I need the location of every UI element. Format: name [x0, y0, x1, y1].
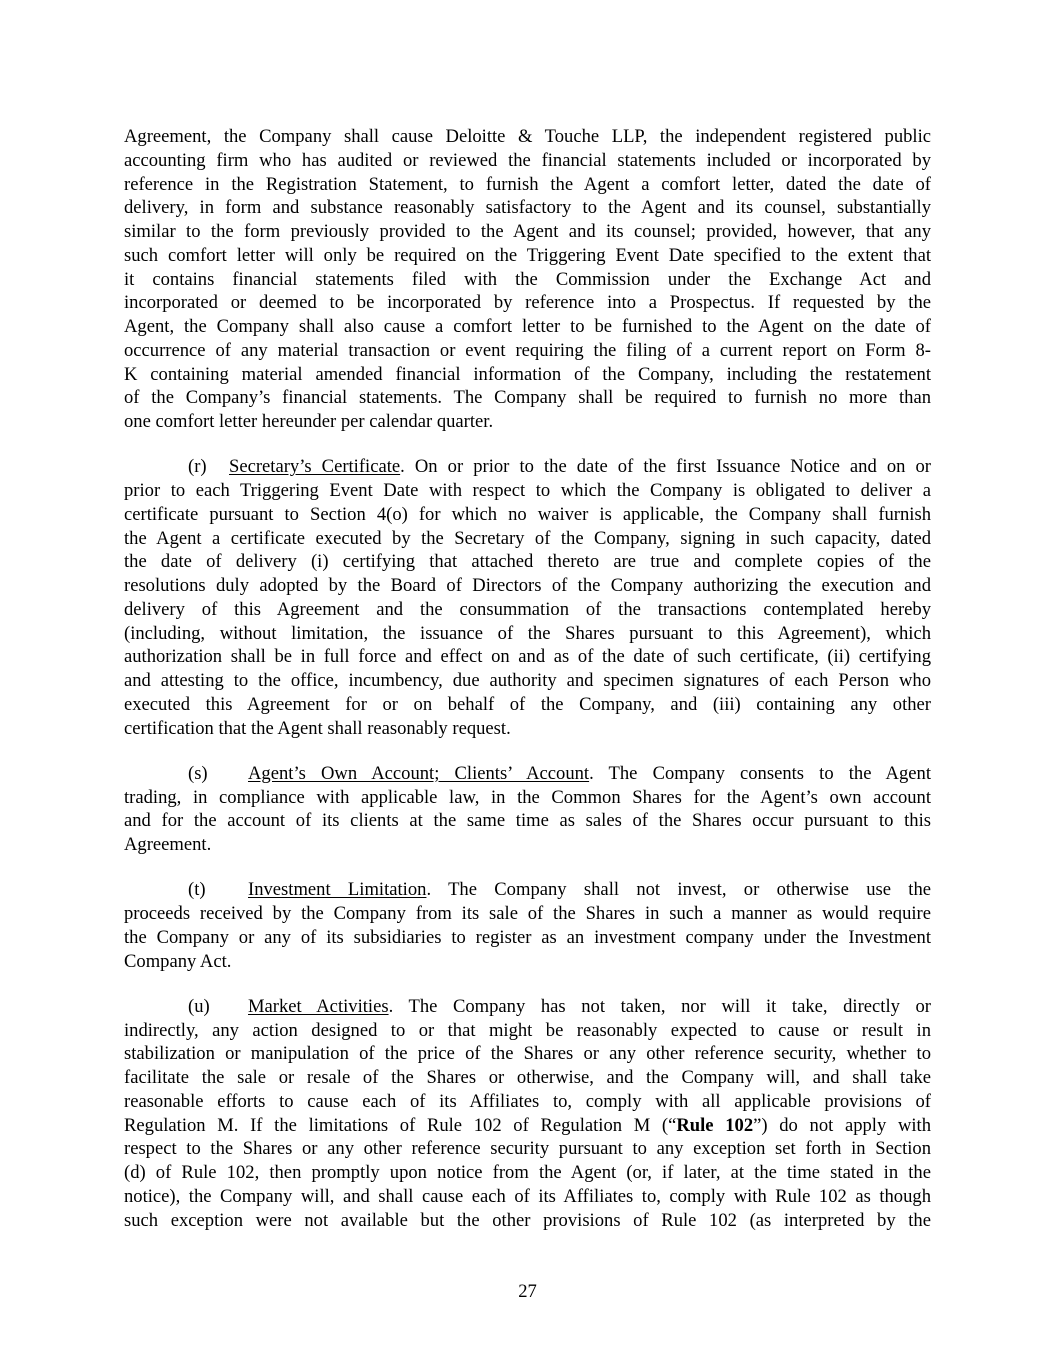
text-line [124, 995, 931, 1019]
text-line [124, 455, 931, 479]
text-line: incorporated or deemed to be incorporated by reference into a Prospectus. If requested by the [124, 292, 931, 314]
text-line: facilitate the sale or resale of the Shares or otherwise, and the Company will, and shall take [124, 1067, 931, 1088]
paragraph-section-t [124, 878, 931, 973]
text-line: prior to each Triggering Event Date with respect to which the Company is obligated to deliver a [124, 480, 931, 501]
text-segment: . The Company has not taken, nor will it take, directly or [388, 995, 931, 1017]
text-line: proceeds received by the Company from its sale of the Shares in such a manner as would require [124, 903, 931, 924]
page-number: 27 [518, 1281, 537, 1302]
text-line [124, 762, 931, 786]
section-label: (r) [188, 456, 207, 478]
text-line: Agreement. [124, 834, 212, 855]
text-line: and for the account of its clients at the same time as sales of the Shares occur pursuant to this [124, 810, 931, 832]
section-label: (u) [188, 995, 210, 1017]
text-line: (d) of Rule 102, then promptly upon notice from the Agent (or, if later, at the time stated in the [124, 1162, 931, 1183]
text-line: executed this Agreement for or on behalf of the Company, and (iii) containing any other [124, 693, 931, 715]
text-line: trading, in compliance with applicable law, in the Common Shares for the Agent’s own account [124, 786, 931, 808]
text-line: the date of delivery (i) certifying that attached thereto are true and complete copies of the [124, 551, 931, 573]
section-heading: Secretary’s Certificate [229, 456, 401, 478]
text-line: indirectly, any action designed to or that might be reasonably expected to cause or result in [124, 1019, 931, 1041]
text-line: it contains financial statements filed with the Commission under the Exchange Act and [124, 268, 931, 290]
text-line: the Company or any of its subsidiaries to register as an investment company under the Investment [124, 926, 931, 948]
document-body [124, 125, 931, 1254]
paragraph-section-s [124, 762, 931, 857]
text-line: of the Company’s financial statements. The Company shall be required to furnish no more than [124, 387, 931, 409]
text-line: the Agent a certificate executed by the Secretary of the Company, signing in such capacity, dated [124, 527, 931, 549]
text-line: and attesting to the office, incumbency, due authority and specimen signatures of each Person who [124, 670, 931, 691]
text-line: authorization shall be in full force and effect on and as of the date of such certificate, (ii) certifying [124, 646, 931, 668]
text-segment: Regulation M. If the limitations of Rule 102 of Regulation M (“ [124, 1114, 677, 1136]
text-line: reference in the Registration Statement, to furnish the Agent a comfort letter, dated the date of [124, 173, 931, 195]
text-line: respect to the Shares or any other reference security pursuant to any exception set forth in Section [124, 1138, 931, 1160]
text-segment: ”) do not apply with [753, 1114, 931, 1136]
text-segment: . The Company consents to the Agent [589, 762, 931, 784]
text-line: certification that the Agent shall reasonably request. [124, 717, 511, 739]
text-line: delivery of this Agreement and the consummation of the transactions contemplated hereby [124, 598, 931, 620]
section-label: (t) [188, 879, 206, 901]
defined-term: Rule 102 [676, 1114, 754, 1136]
text-line: reasonable efforts to cause each of its Affiliates to, comply with all applicable provisions of [124, 1090, 931, 1112]
text-line: stabilization or manipulation of the price of the Shares or any other reference security, whether to [124, 1043, 931, 1065]
text-line [124, 878, 931, 902]
text-line: occurrence of any material transaction or event requiring the filing of a current report on Form 8- [124, 339, 931, 361]
paragraph-section-r [124, 455, 931, 740]
section-heading: Market Activities [248, 995, 389, 1017]
section-heading: Investment Limitation [248, 879, 427, 901]
text-line: one comfort letter hereunder per calendar quarter. [124, 411, 494, 432]
text-line: delivery, in form and substance reasonably satisfactory to the Agent and its counsel, substantially [124, 197, 931, 219]
section-heading: Agent’s Own Account; Clients’ Account [248, 762, 590, 784]
paragraph-continuation [124, 125, 931, 434]
text-line: resolutions duly adopted by the Board of Directors of the Company authorizing the execution and [124, 575, 931, 596]
text-line: K containing material amended financial information of the Company, including the restatement [124, 363, 931, 385]
text-line: notice), the Company will, and shall cause each of its Affiliates to, comply with Rule 102 as though [124, 1185, 931, 1207]
text-line: certificate pursuant to Section 4(o) for which no waiver is applicable, the Company shall furnish [124, 503, 931, 525]
section-label: (s) [188, 762, 208, 784]
paragraph-section-u [124, 995, 931, 1233]
text-segment: . On or prior to the date of the first Issuance Notice and on or [400, 456, 931, 478]
text-line: (including, without limitation, the issuance of the Shares pursuant to this Agreement), which [124, 622, 931, 644]
text-segment: . The Company shall not invest, or otherwise use the [426, 879, 932, 901]
text-line [124, 1114, 931, 1138]
text-line: Agent, the Company shall also cause a comfort letter to be furnished to the Agent on the date of [124, 316, 931, 337]
text-line: Company Act. [124, 950, 232, 972]
text-line: accounting firm who has audited or reviewed the financial statements included or incorporated by [124, 149, 931, 171]
text-line: similar to the form previously provided to the Agent and its counsel; provided, however, that any [124, 221, 931, 242]
text-line: such comfort letter will only be required on the Triggering Event Date specified to the extent that [124, 244, 931, 266]
text-line: such exception were not available but the other provisions of Rule 102 (as interpreted by the [124, 1209, 931, 1231]
text-line: Agreement, the Company shall cause Deloitte & Touche LLP, the independent registered public [124, 126, 931, 147]
